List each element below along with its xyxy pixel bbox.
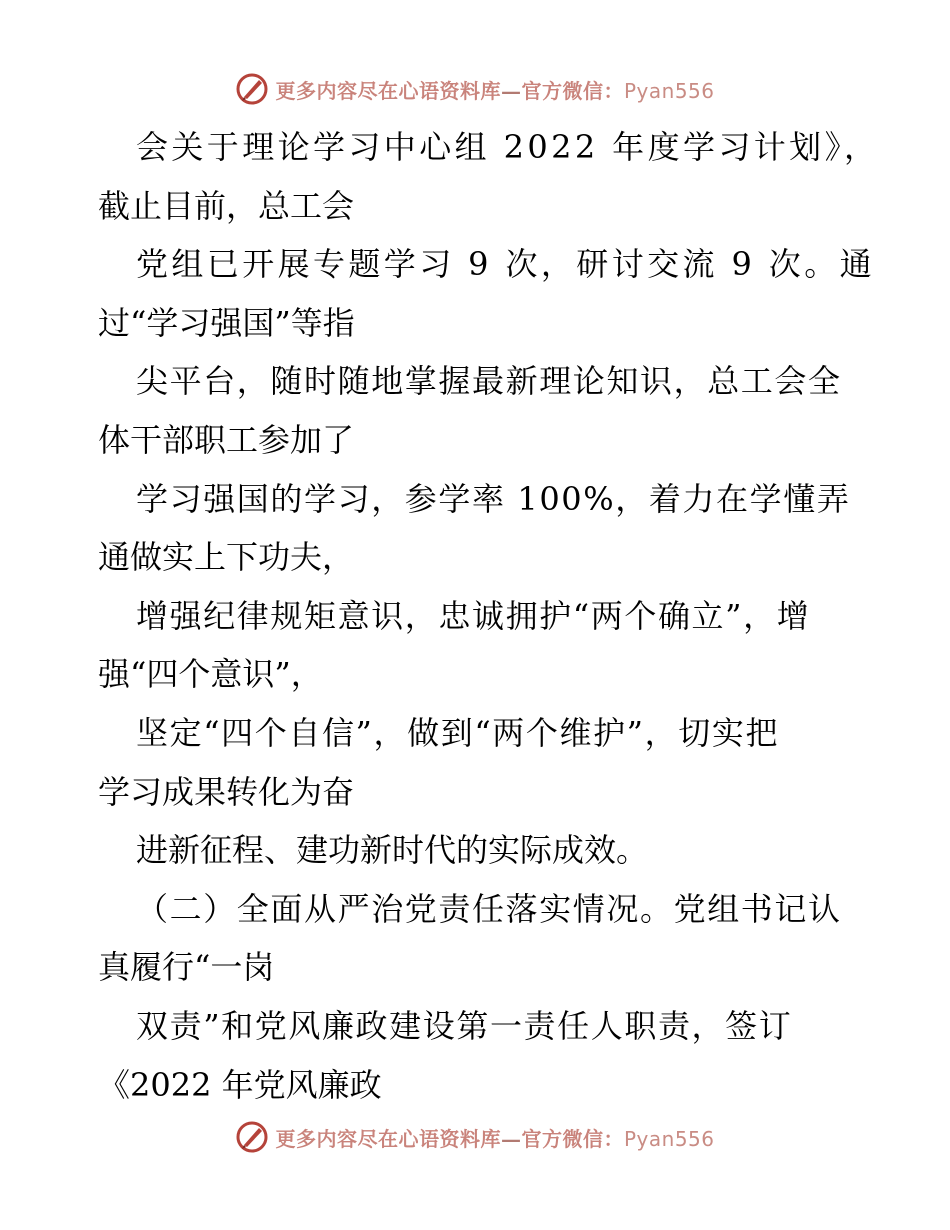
body-line: （二）全面从严治党责任落实情况。党组书记认 [136, 889, 842, 928]
body-line: 通做实上下功夫， [98, 538, 355, 577]
watermark-account: Pyan556 [623, 1126, 715, 1151]
header-watermark [0, 72, 950, 106]
quill-pen-logo-icon [235, 72, 269, 106]
watermark-prefix: 更多内容尽在心语资料库 [275, 78, 501, 103]
watermark-account: Pyan556 [623, 78, 715, 103]
body-line: 过“学习强国”等指 [98, 303, 355, 342]
quill-pen-logo-icon [235, 1120, 269, 1154]
watermark-dash: — [500, 78, 522, 103]
body-line: 学习成果转化为奋 [98, 772, 355, 811]
footer-watermark [0, 1120, 950, 1154]
watermark-text [275, 1123, 714, 1152]
watermark-dash: — [500, 1126, 522, 1151]
body-line: 增强纪律规矩意识，忠诚拥护“两个确立”，增 [136, 596, 811, 635]
watermark-suffix: 官方微信： [521, 78, 624, 103]
body-line: 截止目前，总工会 [98, 186, 355, 225]
body-line: 学习强国的学习，参学率 100%，着力在学懂弄 [136, 479, 851, 518]
document-body [98, 118, 880, 1114]
watermark-prefix: 更多内容尽在心语资料库 [275, 1126, 501, 1151]
watermark-suffix: 官方微信： [521, 1126, 624, 1151]
body-line: 党组已开展专题学习 9 次，研讨交流 9 次。通 [136, 245, 876, 284]
body-line: 会关于理论学习中心组 2022 年度学习计划》， [136, 128, 880, 166]
body-line: 尖平台，随时随地掌握最新理论知识，总工会全 [136, 362, 842, 401]
body-line: 进新征程、建功新时代的实际成效。 [136, 831, 649, 870]
body-line: 坚定“四个自信”，做到“两个维护”，切实把 [136, 713, 780, 752]
body-line: 体干部职工参加了 [98, 420, 355, 459]
body-line: 双责”和党风廉政建设第一责任人职责，签订 [136, 1006, 793, 1045]
body-line: 《2022 年党风廉政 [98, 1065, 382, 1104]
body-line: 真履行“一岗 [98, 948, 275, 987]
body-line: 强“四个意识”， [98, 655, 323, 694]
watermark-text [275, 75, 714, 104]
